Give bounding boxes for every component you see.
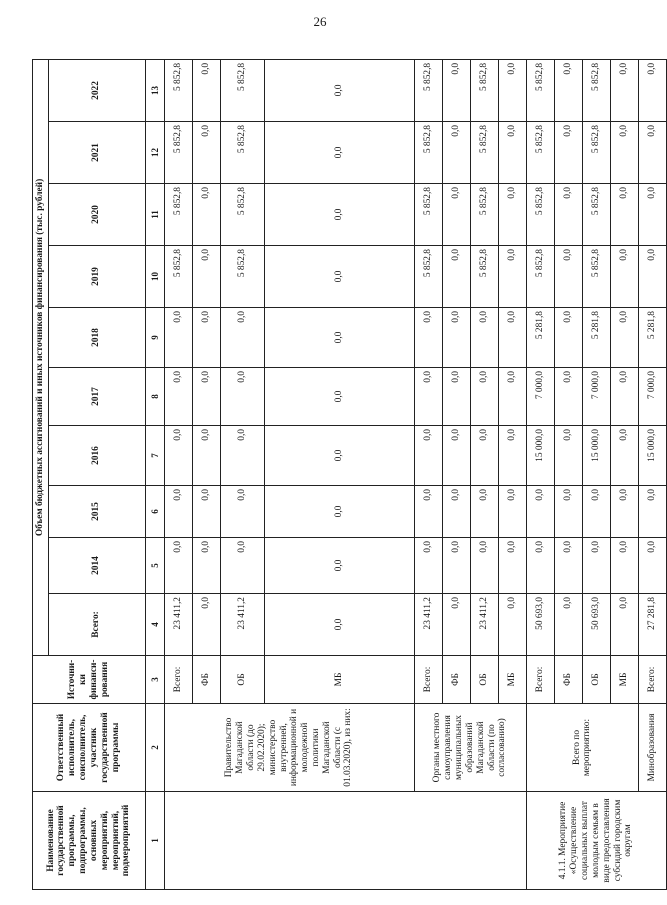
header-year: 2022: [48, 59, 145, 121]
source-cell: ОБ: [470, 656, 498, 704]
page-number: 26: [313, 14, 327, 29]
value-cell: 5 852,8: [526, 184, 554, 246]
value-cell: 0,0: [638, 486, 666, 538]
value-cell: 5 852,8: [526, 59, 554, 121]
value-cell: 0,0: [192, 122, 220, 184]
value-cell: 0,0: [526, 538, 554, 594]
source-cell: Всего:: [414, 656, 442, 704]
value-cell: 0,0: [470, 538, 498, 594]
value-cell: 0,0: [264, 308, 414, 368]
value-cell: 0,0: [220, 368, 264, 426]
value-cell: 0,0: [414, 368, 442, 426]
source-cell: ОБ: [220, 656, 264, 704]
value-cell: 7 000,0: [526, 368, 554, 426]
value-cell: 5 852,8: [164, 122, 192, 184]
value-cell: 0,0: [470, 368, 498, 426]
col-number: 3: [145, 656, 164, 704]
local-executor-cell: Органы местного самоуправления муниципальных образований Магаданской области (по согласованию): [414, 704, 526, 792]
header-year: 2016: [48, 426, 145, 486]
value-cell: 5 852,8: [470, 122, 498, 184]
value-cell: 0,0: [164, 308, 192, 368]
value-cell: 0,0: [498, 486, 526, 538]
value-cell: 0,0: [610, 486, 638, 538]
value-cell: 0,0: [414, 308, 442, 368]
value-cell: 0,0: [582, 538, 610, 594]
value-cell: 0,0: [554, 538, 582, 594]
value-cell: 5 852,8: [470, 184, 498, 246]
col-number: 6: [145, 486, 164, 538]
source-cell: ФБ: [192, 656, 220, 704]
value-cell: 5 852,8: [164, 59, 192, 121]
value-cell: 0,0: [442, 308, 470, 368]
value-cell: 0,0: [554, 368, 582, 426]
value-cell: 0,0: [554, 59, 582, 121]
value-cell: 0,0: [498, 246, 526, 308]
col-number: 12: [145, 122, 164, 184]
value-cell: 5 852,8: [220, 246, 264, 308]
value-cell: 0,0: [220, 486, 264, 538]
table-row: [164, 59, 192, 889]
source-cell: Всего:: [526, 656, 554, 704]
value-cell: 0,0: [192, 426, 220, 486]
value-cell: 5 281,8: [638, 308, 666, 368]
col-number: 5: [145, 538, 164, 594]
value-cell: 27 281,8: [638, 594, 666, 656]
source-cell: Всего:: [638, 656, 666, 704]
col-number: 13: [145, 59, 164, 121]
value-cell: 0,0: [610, 368, 638, 426]
value-cell: 0,0: [164, 538, 192, 594]
value-cell: 0,0: [264, 538, 414, 594]
value-cell: 0,0: [264, 184, 414, 246]
value-cell: 0,0: [264, 122, 414, 184]
rotated-table-area: [32, 60, 657, 890]
value-cell: 0,0: [638, 246, 666, 308]
source-cell: МБ: [264, 656, 414, 704]
value-cell: 7 000,0: [582, 368, 610, 426]
value-cell: 5 852,8: [164, 184, 192, 246]
value-cell: 5 852,8: [220, 59, 264, 121]
value-cell: 0,0: [264, 59, 414, 121]
value-cell: 0,0: [610, 426, 638, 486]
rotated-table-wrapper: [32, 60, 657, 890]
value-cell: 0,0: [220, 426, 264, 486]
value-cell: 0,0: [192, 368, 220, 426]
value-cell: 23 411,2: [164, 594, 192, 656]
value-cell: 5 852,8: [470, 246, 498, 308]
header-funding-title: Объем бюджетных ассигнований и иных источников финансирования (тыс. рублей): [33, 59, 49, 655]
value-cell: 5 852,8: [414, 184, 442, 246]
value-cell: 0,0: [192, 486, 220, 538]
value-cell: 0,0: [554, 308, 582, 368]
value-cell: 0,0: [164, 486, 192, 538]
value-cell: 23 411,2: [470, 594, 498, 656]
value-cell: 0,0: [498, 308, 526, 368]
source-cell: МБ: [498, 656, 526, 704]
col-number: 10: [145, 246, 164, 308]
value-cell: 0,0: [442, 246, 470, 308]
value-cell: 5 852,8: [582, 184, 610, 246]
value-cell: 0,0: [498, 122, 526, 184]
header-total: Всего:: [48, 594, 145, 656]
value-cell: 0,0: [638, 538, 666, 594]
value-cell: 0,0: [526, 486, 554, 538]
col-number: 4: [145, 594, 164, 656]
value-cell: 0,0: [610, 308, 638, 368]
value-cell: 5 852,8: [526, 246, 554, 308]
col-number: 7: [145, 426, 164, 486]
value-cell: 0,0: [442, 184, 470, 246]
value-cell: 0,0: [470, 308, 498, 368]
value-cell: 0,0: [610, 538, 638, 594]
column-number-row: [145, 59, 164, 889]
value-cell: 0,0: [442, 59, 470, 121]
value-cell: 5 852,8: [582, 122, 610, 184]
table-row: [526, 59, 554, 889]
value-cell: 0,0: [498, 594, 526, 656]
source-cell: ФБ: [442, 656, 470, 704]
value-cell: 0,0: [470, 486, 498, 538]
value-cell: 0,0: [554, 426, 582, 486]
header-year: 2021: [48, 122, 145, 184]
value-cell: 0,0: [638, 59, 666, 121]
value-cell: 15 000,0: [526, 426, 554, 486]
source-cell: ОБ: [582, 656, 610, 704]
value-cell: 0,0: [638, 184, 666, 246]
value-cell: 0,0: [554, 122, 582, 184]
col-number: 9: [145, 308, 164, 368]
value-cell: 5 852,8: [220, 184, 264, 246]
value-cell: 5 281,8: [582, 308, 610, 368]
value-cell: 0,0: [554, 594, 582, 656]
value-cell: 15 000,0: [582, 426, 610, 486]
value-cell: 0,0: [498, 538, 526, 594]
value-cell: 0,0: [442, 122, 470, 184]
value-cell: 0,0: [220, 308, 264, 368]
value-cell: 0,0: [442, 538, 470, 594]
value-cell: 0,0: [610, 184, 638, 246]
value-cell: 23 411,2: [414, 594, 442, 656]
value-cell: 5 852,8: [164, 246, 192, 308]
value-cell: 0,0: [498, 184, 526, 246]
source-cell: МБ: [610, 656, 638, 704]
value-cell: 50 693,0: [582, 594, 610, 656]
header-row-1: [33, 59, 49, 889]
value-cell: 5 852,8: [220, 122, 264, 184]
value-cell: 15 000,0: [638, 426, 666, 486]
value-cell: 0,0: [470, 426, 498, 486]
value-cell: 0,0: [442, 594, 470, 656]
header-col2: Ответственный исполнитель, соисполнитель, участник государственной программы: [33, 704, 146, 792]
value-cell: 50 693,0: [526, 594, 554, 656]
value-cell: 0,0: [442, 368, 470, 426]
header-col3: Источни-ки финанси-рования: [33, 656, 146, 704]
value-cell: 0,0: [582, 486, 610, 538]
value-cell: 0,0: [192, 246, 220, 308]
activity-total-cell: Всего по мероприятию:: [526, 704, 638, 792]
value-cell: 5 852,8: [414, 246, 442, 308]
gov-executor-cell: Правительство Магаданской области (до 29.02.2020); министерство внутренней, информационной и молодежной политики Магаданской области (с 01.03.2020), из них:: [164, 704, 414, 792]
value-cell: 23 411,2: [220, 594, 264, 656]
value-cell: 0,0: [442, 426, 470, 486]
value-cell: 0,0: [264, 368, 414, 426]
col-number: 2: [145, 704, 164, 792]
value-cell: 0,0: [414, 486, 442, 538]
value-cell: 0,0: [264, 594, 414, 656]
value-cell: 5 852,8: [470, 59, 498, 121]
value-cell: 0,0: [264, 426, 414, 486]
empty-name-cell: [164, 792, 526, 890]
value-cell: 0,0: [554, 184, 582, 246]
col-number: 11: [145, 184, 164, 246]
value-cell: 0,0: [554, 246, 582, 308]
value-cell: 0,0: [192, 184, 220, 246]
value-cell: 0,0: [498, 426, 526, 486]
minobr-executor-cell: Минобразования: [638, 704, 666, 792]
value-cell: 0,0: [442, 486, 470, 538]
value-cell: 0,0: [264, 486, 414, 538]
header-year: 2017: [48, 368, 145, 426]
table-row: [638, 59, 666, 889]
value-cell: 0,0: [192, 308, 220, 368]
value-cell: 0,0: [164, 426, 192, 486]
col-number: 8: [145, 368, 164, 426]
source-cell: Всего:: [164, 656, 192, 704]
value-cell: 0,0: [610, 122, 638, 184]
value-cell: 0,0: [164, 368, 192, 426]
funding-table: [32, 59, 667, 890]
header-year: 2020: [48, 184, 145, 246]
value-cell: 5 852,8: [526, 122, 554, 184]
header-year: 2018: [48, 308, 145, 368]
value-cell: 0,0: [498, 59, 526, 121]
value-cell: 5 852,8: [414, 59, 442, 121]
header-year: 2019: [48, 246, 145, 308]
value-cell: 0,0: [554, 486, 582, 538]
value-cell: 5 852,8: [582, 59, 610, 121]
col-number: 1: [145, 792, 164, 890]
value-cell: 0,0: [638, 122, 666, 184]
value-cell: 0,0: [192, 538, 220, 594]
value-cell: 0,0: [610, 594, 638, 656]
value-cell: 0,0: [610, 246, 638, 308]
value-cell: 5 852,8: [582, 246, 610, 308]
value-cell: 0,0: [414, 426, 442, 486]
value-cell: 0,0: [498, 368, 526, 426]
source-cell: ФБ: [554, 656, 582, 704]
value-cell: 0,0: [264, 246, 414, 308]
value-cell: 0,0: [192, 59, 220, 121]
header-year: 2015: [48, 486, 145, 538]
value-cell: 0,0: [220, 538, 264, 594]
value-cell: 0,0: [192, 594, 220, 656]
table-row: [414, 59, 442, 889]
value-cell: 7 000,0: [638, 368, 666, 426]
value-cell: 5 281,8: [526, 308, 554, 368]
value-cell: 0,0: [610, 59, 638, 121]
value-cell: 5 852,8: [414, 122, 442, 184]
header-col1: Наименование государственной программы, подпрограммы, основных мероприятий, мероприятий, подмероприятий: [33, 792, 146, 890]
value-cell: 0,0: [414, 538, 442, 594]
activity-name-cell: 4.1.1. Мероприятие «Осуществление социальных выплат молодым семьям в виде предоставления субсидий городским округам: [526, 792, 666, 890]
header-year: 2014: [48, 538, 145, 594]
